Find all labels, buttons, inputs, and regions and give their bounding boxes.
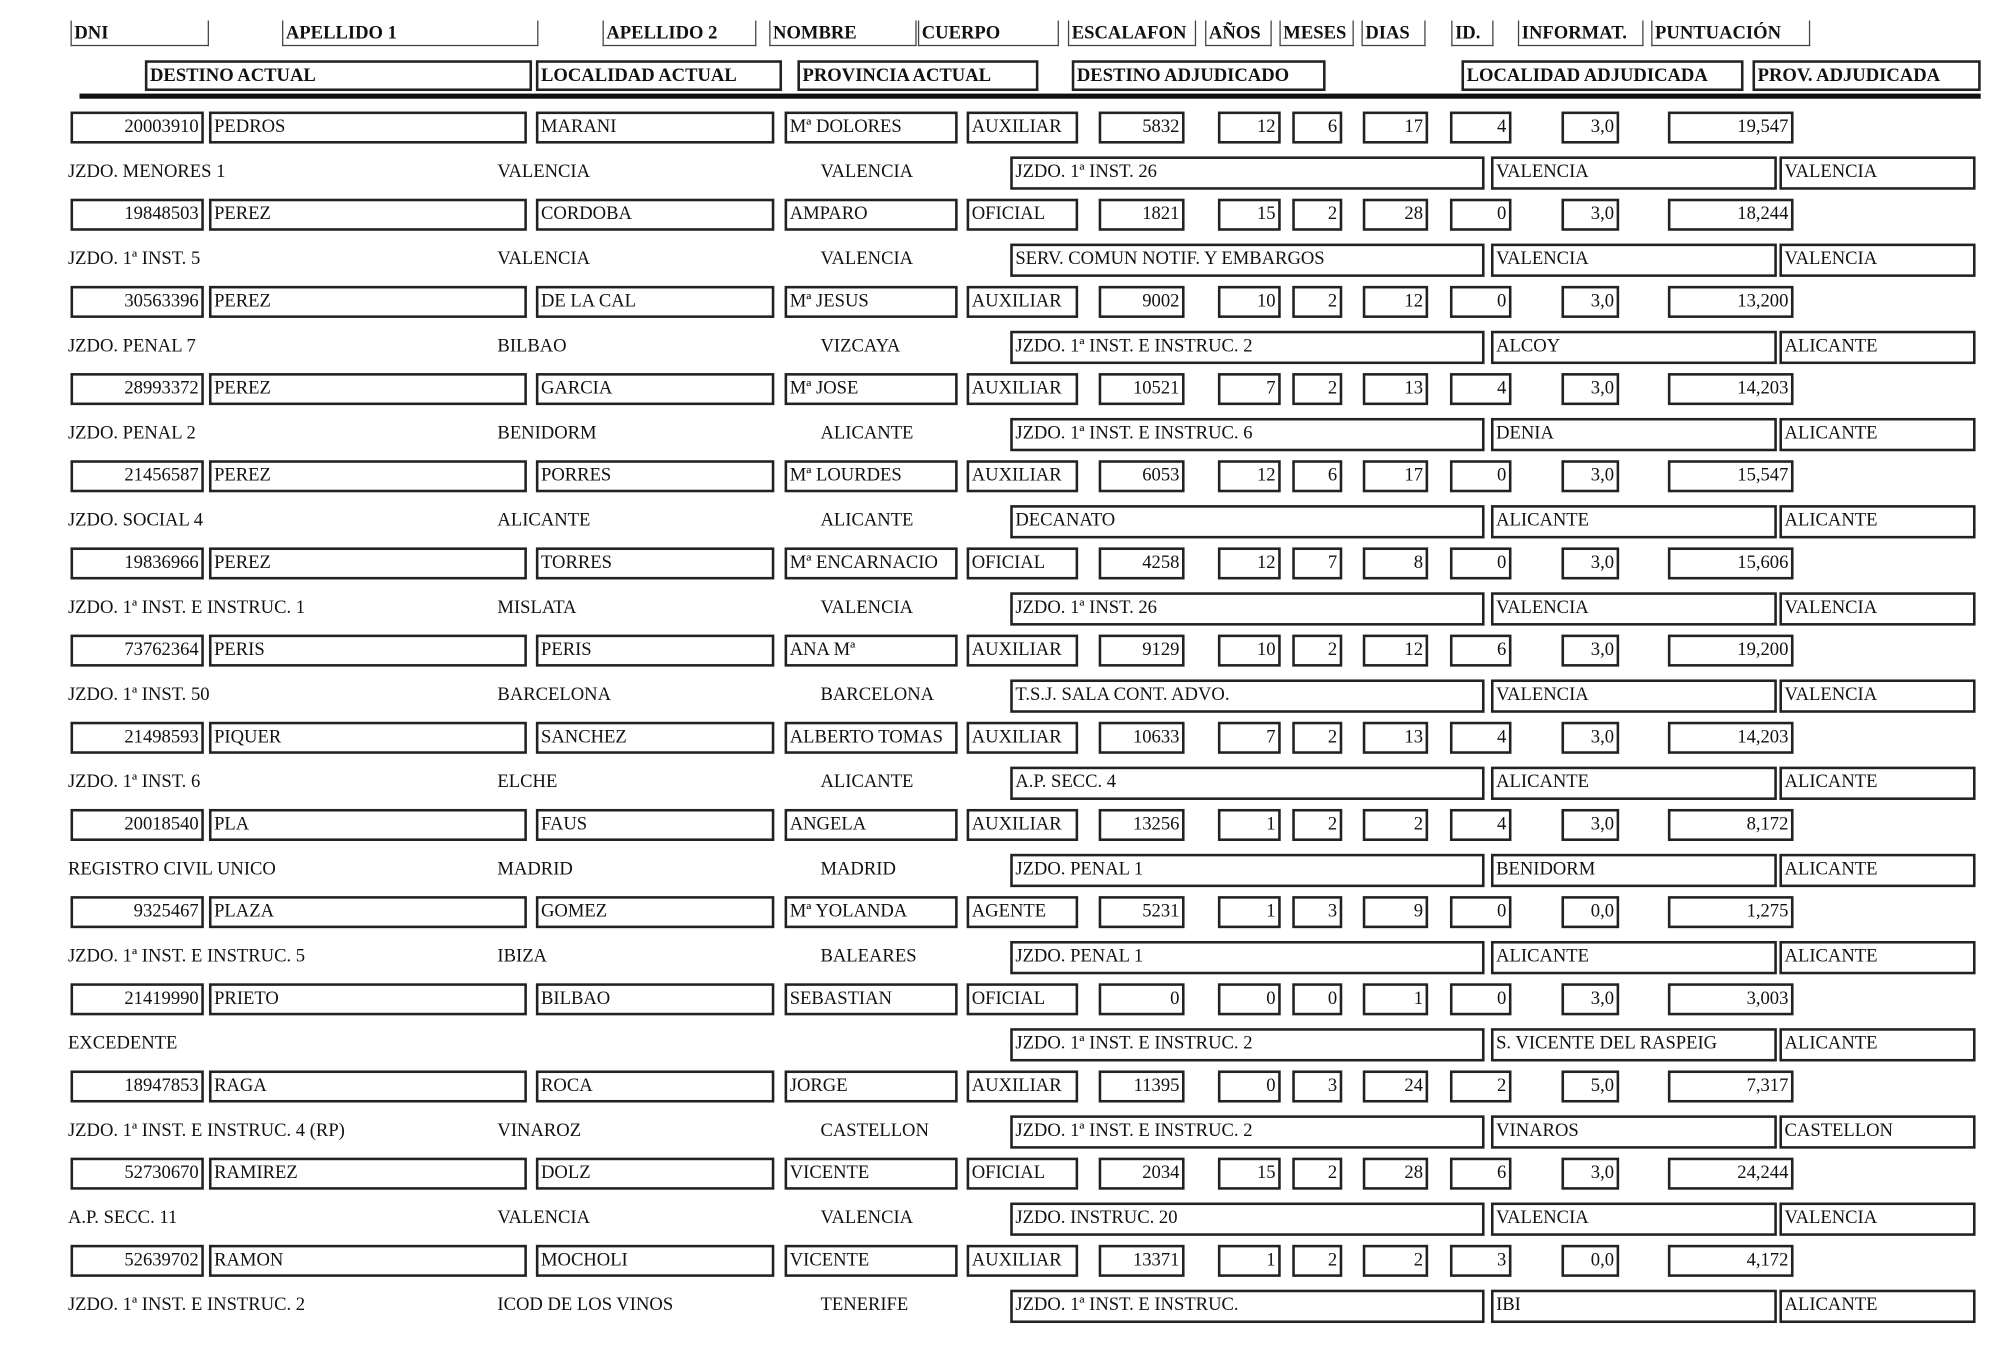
destino-adjudicado-cell: JZDO. 1ª INST. E INSTRUC. 2	[1010, 1115, 1484, 1148]
destino-actual-text: JZDO. 1ª INST. 5	[67, 248, 201, 270]
dias-cell: 13	[1363, 373, 1428, 405]
meses-cell: 2	[1292, 722, 1342, 754]
anos-cell: 1	[1218, 809, 1281, 841]
anos-cell: 15	[1218, 1158, 1281, 1190]
provincia-actual-text: ALICANTE	[820, 510, 914, 531]
header-destino-adjudicado: DESTINO ADJUDICADO	[1072, 60, 1326, 91]
puntuacion-cell: 15,547	[1668, 460, 1794, 492]
localidad-actual-text: ALICANTE	[497, 510, 591, 531]
destino-actual-text: JZDO. SOCIAL 4	[67, 510, 204, 531]
prov-adjudicada-cell: VALENCIA	[1779, 244, 1975, 277]
destino-adjudicado-cell: JZDO. PENAL 1	[1010, 854, 1484, 887]
cuerpo-cell: AUXILIAR	[967, 809, 1079, 841]
provincia-actual-text: MADRID	[820, 858, 896, 880]
puntuacion-cell: 18,244	[1668, 199, 1794, 231]
anos-cell: 15	[1218, 199, 1281, 231]
dni-cell: 52639702	[71, 1245, 204, 1277]
destino-adjudicado-cell: JZDO. 1ª INST. E INSTRUC.	[1010, 1290, 1484, 1323]
destino-adjudicado-cell: SERV. COMUN NOTIF. Y EMBARGOS	[1010, 244, 1484, 277]
cuerpo-cell: AUXILIAR	[967, 460, 1079, 492]
meses-cell: 2	[1292, 1158, 1342, 1190]
dias-cell: 24	[1363, 1070, 1428, 1102]
anos-cell: 12	[1218, 547, 1281, 579]
ap2-cell: MARANI	[536, 112, 774, 144]
localidad-adjudicada-cell: S. VICENTE DEL RASPEIG	[1491, 1028, 1777, 1061]
destino-adjudicado-cell: JZDO. 1ª INST. E INSTRUC. 6	[1010, 418, 1484, 451]
escalafon-cell: 9129	[1099, 635, 1185, 667]
nombre-cell: SEBASTIAN	[785, 983, 958, 1015]
informat-cell: 3,0	[1561, 547, 1619, 579]
informat-cell: 0,0	[1561, 1245, 1619, 1277]
id-cell: 6	[1450, 1158, 1512, 1190]
prov-adjudicada-cell: ALICANTE	[1779, 331, 1975, 364]
nombre-cell: Mª DOLORES	[785, 112, 958, 144]
nombre-cell: VICENTE	[785, 1245, 958, 1277]
ap2-cell: PERIS	[536, 635, 774, 667]
header-id: ID.	[1451, 21, 1493, 47]
destino-actual-text: JZDO. 1ª INST. E INSTRUC. 5	[67, 946, 306, 967]
ap1-cell: PEREZ	[209, 199, 527, 231]
puntuacion-cell: 19,200	[1668, 635, 1794, 667]
id-cell: 4	[1450, 373, 1512, 405]
cuerpo-cell: AUXILIAR	[967, 286, 1079, 318]
id-cell: 4	[1450, 722, 1512, 754]
ap2-cell: DOLZ	[536, 1158, 774, 1190]
informat-cell: 3,0	[1561, 1158, 1619, 1190]
meses-cell: 3	[1292, 1070, 1342, 1102]
informat-cell: 3,0	[1561, 635, 1619, 667]
prov-adjudicada-cell: ALICANTE	[1779, 1290, 1975, 1323]
header-puntuacion: PUNTUACIÓN	[1651, 21, 1810, 47]
ap1-cell: PRIETO	[209, 983, 527, 1015]
header-provincia-actual: PROVINCIA ACTUAL	[797, 60, 1038, 91]
puntuacion-cell: 14,203	[1668, 722, 1794, 754]
escalafon-cell: 10521	[1099, 373, 1185, 405]
header-apellido-2: APELLIDO 2	[603, 21, 757, 47]
prov-adjudicada-cell: CASTELLON	[1779, 1115, 1975, 1148]
prov-adjudicada-cell: ALICANTE	[1779, 854, 1975, 887]
destino-actual-text: JZDO. PENAL 2	[67, 423, 196, 444]
ap2-cell: BILBAO	[536, 983, 774, 1015]
localidad-adjudicada-cell: BENIDORM	[1491, 854, 1777, 887]
cuerpo-cell: AGENTE	[967, 896, 1079, 928]
header-cuerpo: CUERPO	[918, 21, 1059, 47]
escalafon-cell: 13256	[1099, 809, 1185, 841]
localidad-adjudicada-cell: VALENCIA	[1491, 679, 1777, 712]
localidad-actual-text: ELCHE	[497, 771, 558, 793]
meses-cell: 0	[1292, 983, 1342, 1015]
meses-cell: 2	[1292, 809, 1342, 841]
header-dni: DNI	[71, 21, 209, 47]
meses-cell: 2	[1292, 199, 1342, 231]
cuerpo-cell: AUXILIAR	[967, 1245, 1079, 1277]
destino-actual-text: EXCEDENTE	[67, 1033, 178, 1054]
localidad-adjudicada-cell: VALENCIA	[1491, 1203, 1777, 1236]
provincia-actual-text: BALEARES	[820, 946, 917, 967]
provincia-actual-text: BARCELONA	[820, 684, 935, 706]
anos-cell: 7	[1218, 373, 1281, 405]
id-cell: 3	[1450, 1245, 1512, 1277]
id-cell: 2	[1450, 1070, 1512, 1102]
header-nombre: NOMBRE	[769, 21, 916, 47]
puntuacion-cell: 13,200	[1668, 286, 1794, 318]
destino-adjudicado-cell: DECANATO	[1010, 505, 1484, 538]
ap2-cell: ROCA	[536, 1070, 774, 1102]
destino-adjudicado-cell: A.P. SECC. 4	[1010, 767, 1484, 800]
id-cell: 0	[1450, 547, 1512, 579]
ap1-cell: RAMON	[209, 1245, 527, 1277]
ap1-cell: PLA	[209, 809, 527, 841]
informat-cell: 0,0	[1561, 896, 1619, 928]
nombre-cell: Mª JOSE	[785, 373, 958, 405]
ap1-cell: PEREZ	[209, 286, 527, 318]
localidad-actual-text: VALENCIA	[497, 1207, 591, 1229]
ap1-cell: PEREZ	[209, 373, 527, 405]
escalafon-cell: 10633	[1099, 722, 1185, 754]
informat-cell: 3,0	[1561, 809, 1619, 841]
cuerpo-cell: OFICIAL	[967, 547, 1079, 579]
dias-cell: 1	[1363, 983, 1428, 1015]
id-cell: 0	[1450, 896, 1512, 928]
dni-cell: 52730670	[71, 1158, 204, 1190]
cuerpo-cell: OFICIAL	[967, 983, 1079, 1015]
ap1-cell: PEDROS	[209, 112, 527, 144]
anos-cell: 10	[1218, 286, 1281, 318]
provincia-actual-text: TENERIFE	[820, 1294, 909, 1316]
localidad-adjudicada-cell: ALCOY	[1491, 331, 1777, 364]
prov-adjudicada-cell: ALICANTE	[1779, 418, 1975, 451]
puntuacion-cell: 4,172	[1668, 1245, 1794, 1277]
anos-cell: 1	[1218, 1245, 1281, 1277]
destino-actual-text: A.P. SECC. 11	[67, 1207, 178, 1229]
ap2-cell: MOCHOLI	[536, 1245, 774, 1277]
anos-cell: 12	[1218, 460, 1281, 492]
localidad-adjudicada-cell: VINAROS	[1491, 1115, 1777, 1148]
destino-adjudicado-cell: JZDO. 1ª INST. E INSTRUC. 2	[1010, 331, 1484, 364]
escalafon-cell: 6053	[1099, 460, 1185, 492]
meses-cell: 3	[1292, 896, 1342, 928]
localidad-adjudicada-cell: ALICANTE	[1491, 505, 1777, 538]
localidad-actual-text: BARCELONA	[497, 684, 612, 706]
destino-actual-text: JZDO. 1ª INST. E INSTRUC. 2	[67, 1294, 306, 1316]
destino-actual-text: JZDO. 1ª INST. 6	[67, 771, 201, 793]
cuerpo-cell: AUXILIAR	[967, 112, 1079, 144]
dni-cell: 73762364	[71, 635, 204, 667]
provincia-actual-text: VALENCIA	[820, 161, 914, 183]
nombre-cell: JORGE	[785, 1070, 958, 1102]
anos-cell: 7	[1218, 722, 1281, 754]
dias-cell: 17	[1363, 460, 1428, 492]
provincia-actual-text: VIZCAYA	[820, 335, 901, 357]
nombre-cell: ANGELA	[785, 809, 958, 841]
anos-cell: 10	[1218, 635, 1281, 667]
prov-adjudicada-cell: ALICANTE	[1779, 941, 1975, 974]
dni-cell: 21419990	[71, 983, 204, 1015]
localidad-actual-text: ICOD DE LOS VINOS	[497, 1294, 674, 1316]
id-cell: 4	[1450, 112, 1512, 144]
prov-adjudicada-cell: ALICANTE	[1779, 1028, 1975, 1061]
meses-cell: 2	[1292, 635, 1342, 667]
dni-cell: 20018540	[71, 809, 204, 841]
informat-cell: 3,0	[1561, 722, 1619, 754]
dni-cell: 19836966	[71, 547, 204, 579]
ap2-cell: GARCIA	[536, 373, 774, 405]
header-localidad-actual: LOCALIDAD ACTUAL	[536, 60, 782, 91]
id-cell: 0	[1450, 983, 1512, 1015]
destino-adjudicado-cell: JZDO. 1ª INST. 26	[1010, 592, 1484, 625]
dias-cell: 12	[1363, 635, 1428, 667]
header-anos: AÑOS	[1205, 21, 1272, 47]
ap1-cell: PIQUER	[209, 722, 527, 754]
puntuacion-cell: 8,172	[1668, 809, 1794, 841]
dias-cell: 13	[1363, 722, 1428, 754]
cuerpo-cell: OFICIAL	[967, 199, 1079, 231]
nombre-cell: VICENTE	[785, 1158, 958, 1190]
anos-cell: 0	[1218, 1070, 1281, 1102]
provincia-actual-text: VALENCIA	[820, 248, 914, 270]
localidad-actual-text: VALENCIA	[497, 248, 591, 270]
destino-actual-text: JZDO. 1ª INST. E INSTRUC. 4 (RP)	[67, 1120, 345, 1141]
localidad-actual-text: MADRID	[497, 858, 573, 880]
puntuacion-cell: 3,003	[1668, 983, 1794, 1015]
cuerpo-cell: AUXILIAR	[967, 722, 1079, 754]
localidad-adjudicada-cell: ALICANTE	[1491, 767, 1777, 800]
nombre-cell: Mª YOLANDA	[785, 896, 958, 928]
puntuacion-cell: 19,547	[1668, 112, 1794, 144]
dni-cell: 28993372	[71, 373, 204, 405]
prov-adjudicada-cell: VALENCIA	[1779, 679, 1975, 712]
dni-cell: 9325467	[71, 896, 204, 928]
provincia-actual-text: VALENCIA	[820, 1207, 914, 1229]
escalafon-cell: 2034	[1099, 1158, 1185, 1190]
meses-cell: 7	[1292, 547, 1342, 579]
destino-actual-text: JZDO. PENAL 7	[67, 335, 196, 357]
localidad-adjudicada-cell: ALICANTE	[1491, 941, 1777, 974]
destino-actual-text: JZDO. MENORES 1	[67, 161, 226, 183]
dias-cell: 28	[1363, 199, 1428, 231]
header-meses: MESES	[1279, 21, 1353, 47]
provincia-actual-text: CASTELLON	[820, 1120, 929, 1141]
id-cell: 4	[1450, 809, 1512, 841]
puntuacion-cell: 24,244	[1668, 1158, 1794, 1190]
localidad-adjudicada-cell: VALENCIA	[1491, 156, 1777, 189]
dias-cell: 28	[1363, 1158, 1428, 1190]
dni-cell: 21498593	[71, 722, 204, 754]
meses-cell: 6	[1292, 112, 1342, 144]
localidad-actual-text: BILBAO	[497, 335, 567, 357]
informat-cell: 3,0	[1561, 983, 1619, 1015]
nombre-cell: Mª LOURDES	[785, 460, 958, 492]
dni-cell: 18947853	[71, 1070, 204, 1102]
dias-cell: 9	[1363, 896, 1428, 928]
escalafon-cell: 4258	[1099, 547, 1185, 579]
ap2-cell: TORRES	[536, 547, 774, 579]
provincia-actual-text: VALENCIA	[820, 597, 914, 618]
cuerpo-cell: OFICIAL	[967, 1158, 1079, 1190]
ap1-cell: PEREZ	[209, 460, 527, 492]
meses-cell: 2	[1292, 1245, 1342, 1277]
destino-adjudicado-cell: JZDO. PENAL 1	[1010, 941, 1484, 974]
cuerpo-cell: AUXILIAR	[967, 373, 1079, 405]
puntuacion-cell: 14,203	[1668, 373, 1794, 405]
ap1-cell: PLAZA	[209, 896, 527, 928]
destino-actual-text: REGISTRO CIVIL UNICO	[67, 858, 276, 880]
informat-cell: 3,0	[1561, 373, 1619, 405]
escalafon-cell: 5231	[1099, 896, 1185, 928]
ap1-cell: RAMIREZ	[209, 1158, 527, 1190]
dias-cell: 2	[1363, 1245, 1428, 1277]
localidad-actual-text: VALENCIA	[497, 161, 591, 183]
dni-cell: 21456587	[71, 460, 204, 492]
destino-adjudicado-cell: JZDO. INSTRUC. 20	[1010, 1203, 1484, 1236]
dias-cell: 2	[1363, 809, 1428, 841]
puntuacion-cell: 7,317	[1668, 1070, 1794, 1102]
anos-cell: 0	[1218, 983, 1281, 1015]
provincia-actual-text: ALICANTE	[820, 423, 914, 444]
ap2-cell: SANCHEZ	[536, 722, 774, 754]
id-cell: 0	[1450, 286, 1512, 318]
informat-cell: 5,0	[1561, 1070, 1619, 1102]
header-apellido-1: APELLIDO 1	[282, 21, 538, 47]
localidad-adjudicada-cell: IBI	[1491, 1290, 1777, 1323]
dias-cell: 17	[1363, 112, 1428, 144]
escalafon-cell: 1821	[1099, 199, 1185, 231]
header-dias: DIAS	[1361, 21, 1425, 47]
nombre-cell: ALBERTO TOMAS	[785, 722, 958, 754]
anos-cell: 1	[1218, 896, 1281, 928]
informat-cell: 3,0	[1561, 112, 1619, 144]
destino-adjudicado-cell: T.S.J. SALA CONT. ADVO.	[1010, 679, 1484, 712]
localidad-adjudicada-cell: VALENCIA	[1491, 244, 1777, 277]
header-prov-adjudicada: PROV. ADJUDICADA	[1752, 60, 1980, 91]
id-cell: 0	[1450, 199, 1512, 231]
ap2-cell: DE LA CAL	[536, 286, 774, 318]
ap2-cell: GOMEZ	[536, 896, 774, 928]
puntuacion-cell: 1,275	[1668, 896, 1794, 928]
destino-actual-text: JZDO. 1ª INST. E INSTRUC. 1	[67, 597, 306, 618]
dni-cell: 20003910	[71, 112, 204, 144]
provincia-actual-text: ALICANTE	[820, 771, 914, 793]
ap1-cell: PERIS	[209, 635, 527, 667]
nombre-cell: Mª JESUS	[785, 286, 958, 318]
escalafon-cell: 5832	[1099, 112, 1185, 144]
escalafon-cell: 13371	[1099, 1245, 1185, 1277]
id-cell: 6	[1450, 635, 1512, 667]
ap2-cell: CORDOBA	[536, 199, 774, 231]
nombre-cell: ANA Mª	[785, 635, 958, 667]
localidad-adjudicada-cell: VALENCIA	[1491, 592, 1777, 625]
nombre-cell: Mª ENCARNACIO	[785, 547, 958, 579]
destino-adjudicado-cell: JZDO. 1ª INST. E INSTRUC. 2	[1010, 1028, 1484, 1061]
localidad-actual-text: BENIDORM	[497, 423, 597, 444]
ap1-cell: PEREZ	[209, 547, 527, 579]
anos-cell: 12	[1218, 112, 1281, 144]
cuerpo-cell: AUXILIAR	[967, 1070, 1079, 1102]
dni-cell: 30563396	[71, 286, 204, 318]
prov-adjudicada-cell: VALENCIA	[1779, 156, 1975, 189]
meses-cell: 2	[1292, 373, 1342, 405]
localidad-actual-text: MISLATA	[497, 597, 577, 618]
localidad-actual-text: IBIZA	[497, 946, 547, 967]
localidad-adjudicada-cell: DENIA	[1491, 418, 1777, 451]
prov-adjudicada-cell: ALICANTE	[1779, 505, 1975, 538]
puntuacion-cell: 15,606	[1668, 547, 1794, 579]
informat-cell: 3,0	[1561, 199, 1619, 231]
header-destino-actual: DESTINO ACTUAL	[145, 60, 532, 91]
meses-cell: 2	[1292, 286, 1342, 318]
id-cell: 0	[1450, 460, 1512, 492]
destino-adjudicado-cell: JZDO. 1ª INST. 26	[1010, 156, 1484, 189]
informat-cell: 3,0	[1561, 460, 1619, 492]
header-divider	[79, 94, 1980, 99]
header-escalafon: ESCALAFON	[1068, 21, 1196, 47]
escalafon-cell: 0	[1099, 983, 1185, 1015]
nombre-cell: AMPARO	[785, 199, 958, 231]
cuerpo-cell: AUXILIAR	[967, 635, 1079, 667]
localidad-actual-text: VINAROZ	[497, 1120, 582, 1141]
dias-cell: 8	[1363, 547, 1428, 579]
escalafon-cell: 11395	[1099, 1070, 1185, 1102]
ap2-cell: PORRES	[536, 460, 774, 492]
meses-cell: 6	[1292, 460, 1342, 492]
header-informat: INFORMAT.	[1518, 21, 1644, 47]
informat-cell: 3,0	[1561, 286, 1619, 318]
ap1-cell: RAGA	[209, 1070, 527, 1102]
escalafon-cell: 9002	[1099, 286, 1185, 318]
header-localidad-adjudicada: LOCALIDAD ADJUDICADA	[1461, 60, 1743, 91]
dni-cell: 19848503	[71, 199, 204, 231]
destino-actual-text: JZDO. 1ª INST. 50	[67, 684, 210, 706]
ap2-cell: FAUS	[536, 809, 774, 841]
prov-adjudicada-cell: VALENCIA	[1779, 592, 1975, 625]
prov-adjudicada-cell: ALICANTE	[1779, 767, 1975, 800]
dias-cell: 12	[1363, 286, 1428, 318]
prov-adjudicada-cell: VALENCIA	[1779, 1203, 1975, 1236]
